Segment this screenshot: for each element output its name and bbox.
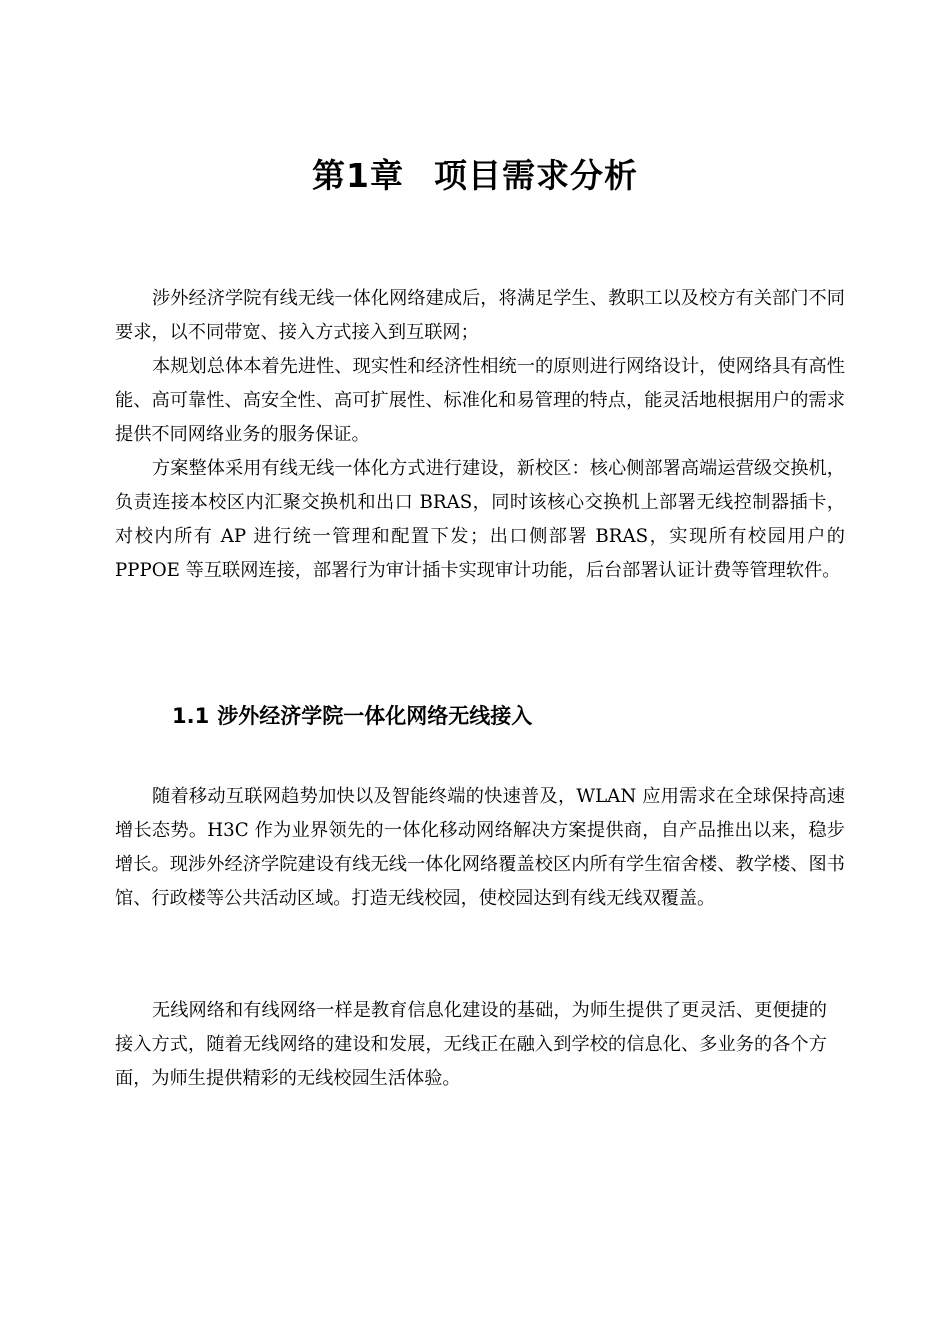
chapter-number: 第1章 <box>312 156 404 195</box>
paragraph: 无线网络和有线网络一样是教育信息化建设的基础，为师生提供了更灵活、更便捷的接入方式，随着无线网络的建设和发展，无线正在融入到学校的信息化、多业务的各个方面，为师生提供精彩的无线校园生活体验。 <box>115 1000 827 1089</box>
paragraph: 方案整体采用有线无线一体化方式进行建设，新校区：核心侧部署高端运营级交换机，负责连接本校区内汇聚交换机和出口 BRAS，同时该核心交换机上部署无线控制器插卡，对校内所有 AP 进行统一管理和配置下发；出口侧部署 BRAS，实现所有校园用户的 PPPOE 等互联网连接，部署行为审计插卡实现审计功能，后台部署认证计费等管理软件。 <box>115 458 845 581</box>
paragraph: 涉外经济学院有线无线一体化网络建成后，将满足学生、教职工以及校方有关部门不同要求，以不同带宽、接入方式接入到互联网； <box>115 288 845 343</box>
paragraph: 本规划总体本着先进性、现实性和经济性相统一的原则进行网络设计，使网络具有高性能、高可靠性、高安全性、高可扩展性、标准化和易管理的特点，能灵活地根据用户的需求提供不同网络业务的服务保证。 <box>115 356 845 445</box>
section-name: 涉外经济学院一体化网络无线接入 <box>217 704 533 728</box>
chapter-name: 项目需求分析 <box>433 156 638 195</box>
section-body-1 <box>115 780 845 916</box>
intro-body <box>115 282 845 588</box>
paragraph: 随着移动互联网趋势加快以及智能终端的快速普及，WLAN 应用需求在全球保持高速增长态势。H3C 作为业界领先的一体化移动网络解决方案提供商，自产品推出以来，稳步增长。现涉外经济学院建设有线无线一体化网络覆盖校区内所有学生宿舍楼、教学楼、图书馆、行政楼等公共活动区域。打造无线校园，使校园达到有线无线双覆盖。 <box>115 786 845 909</box>
chapter-title <box>0 148 950 204</box>
section-number: 1.1 <box>172 704 210 728</box>
section-heading <box>172 696 532 736</box>
section-body-2 <box>115 994 827 1096</box>
